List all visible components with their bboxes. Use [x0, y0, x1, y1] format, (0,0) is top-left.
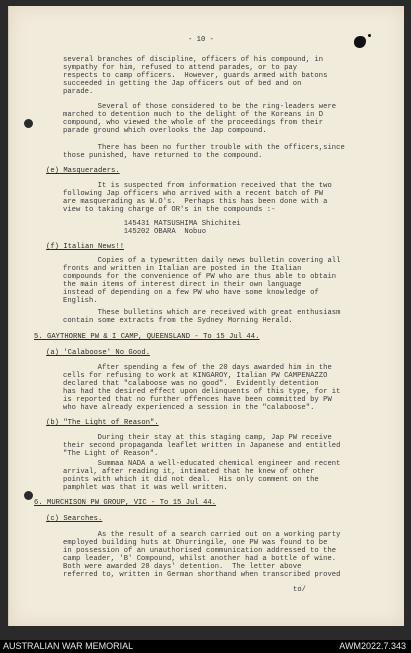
archive-footer [0, 640, 411, 653]
text-line: "The Light of Reason". [63, 450, 159, 458]
text-line: English. [63, 297, 98, 305]
text-line: those punished, have returned to the compound. [63, 152, 263, 160]
text-line: view to taking charge of OR's in the compounds :- [63, 206, 276, 214]
text-line: cells for refusing to work at KINGAROY, Italian PW CAMPENAZZO [63, 372, 328, 380]
text-line: 145202 OBARA Nobuo [63, 228, 207, 236]
text-line: respects to camp officers. However, guards armed with batons [63, 72, 328, 80]
text-line: compound, who viewed the whole of the proceedings from their [63, 119, 324, 127]
text-line: the main items of interest direct in their own language [63, 281, 302, 289]
text-line: During their stay at this staging camp, Jap PW receive [63, 434, 332, 442]
text-line: marched to detention much to the delight of the Koreans in D [63, 111, 324, 119]
section-heading: (c) Searches. [46, 515, 103, 523]
text-line: in possession of an unauthorised communication addressed to the [63, 547, 337, 555]
text-line: Summaa NADA a well-educated chemical engineer and recent [63, 460, 341, 468]
page-number: - 10 - [188, 36, 215, 44]
text-line: fronts and written in Italian are posted in the Italian [63, 265, 302, 273]
section-heading: (e) Masqueraders. [46, 167, 120, 175]
text-line: following Jap officers who arrived with a recent batch of PW [63, 190, 324, 198]
text-line: It is suspected from information received that the two [63, 182, 332, 190]
text-line: camp leader, 'B' Compound, whilst another had a bottle of wine. [63, 555, 337, 563]
text-line: are masquerading as W.O's. Perhaps this has been done with a [63, 198, 328, 206]
text-line: contain some extracts from the Sydney Morning Herald. [63, 317, 293, 325]
text-line: arrival, after reading it, intimated that he knew of other [63, 468, 315, 476]
section-heading: (a) 'Calaboose' No Good. [46, 349, 151, 357]
text-line: succeeded in getting the Jap officers out of bed and on [63, 80, 302, 88]
text-line: sympathy for him, refused to attend parades, or to pay [63, 64, 298, 72]
text-line: employed building huts at Dhurringile, one PW was found to be [63, 539, 328, 547]
text-line: 145431 MATSUSHIMA Shichitei [63, 220, 241, 228]
text-line: points with which it did not deal. His only comment on the [63, 476, 319, 484]
footer-accession-number: AWM2022.7.343 [339, 641, 406, 651]
text-line: compounds for the convenience of PW who are thus able to obtain [63, 273, 337, 281]
text-line: Several of those considered to be the ring-leaders were [63, 103, 337, 111]
text-line: instead of depending on a few PW who have some knowledge of [63, 289, 319, 297]
text-line: is reported that no further offences have been committed by PW [63, 396, 332, 404]
text-line: parade ground which overlooks the Jap compound. [63, 127, 267, 135]
text-line: parade. [63, 88, 94, 96]
continuation-mark: to/ [293, 586, 307, 594]
text-line: declared that "calaboose was no good". Evidently detention [63, 380, 319, 388]
text-line: pamphlet was that it was well written. [63, 484, 228, 492]
text-line: several branches of discipline, officers of his compound, in [63, 56, 324, 64]
text-line: There has been no further trouble with the officers,since [63, 144, 345, 152]
text-line: who have already experienced a session in the "calaboose". [63, 404, 315, 412]
section-heading: 6. MURCHISON PW GROUP, VIC - To 15 Jul 44. [34, 499, 217, 507]
text-line: As the result of a search carried out on a working party [63, 531, 341, 539]
section-heading: (f) Italian News!! [46, 243, 125, 251]
section-heading: (b) "The Light of Reason". [46, 419, 159, 427]
text-line: referred to, written in German shorthand when transcribed proved [63, 571, 341, 579]
text-line: Both were awarded 28 days' detention. The letter above [63, 563, 302, 571]
section-heading: 5. GAYTHORNE PW & I CAMP, QUEENSLAND - To 15 Jul 44. [34, 333, 260, 341]
text-line: Copies of a typewritten daily news bulletin covering all [63, 257, 341, 265]
text-line: These bulletins which are received with great enthusiasm [63, 309, 341, 317]
text-line: their second propaganda leaflet written in Japanese and entitled [63, 442, 341, 450]
footer-institution: AUSTRALIAN WAR MEMORIAL [3, 641, 134, 651]
text-line: After spending a few of the 20 days awarded him in the [63, 364, 332, 372]
text-line: has had the desired effect upon delinquents of this type, for it [63, 388, 341, 396]
